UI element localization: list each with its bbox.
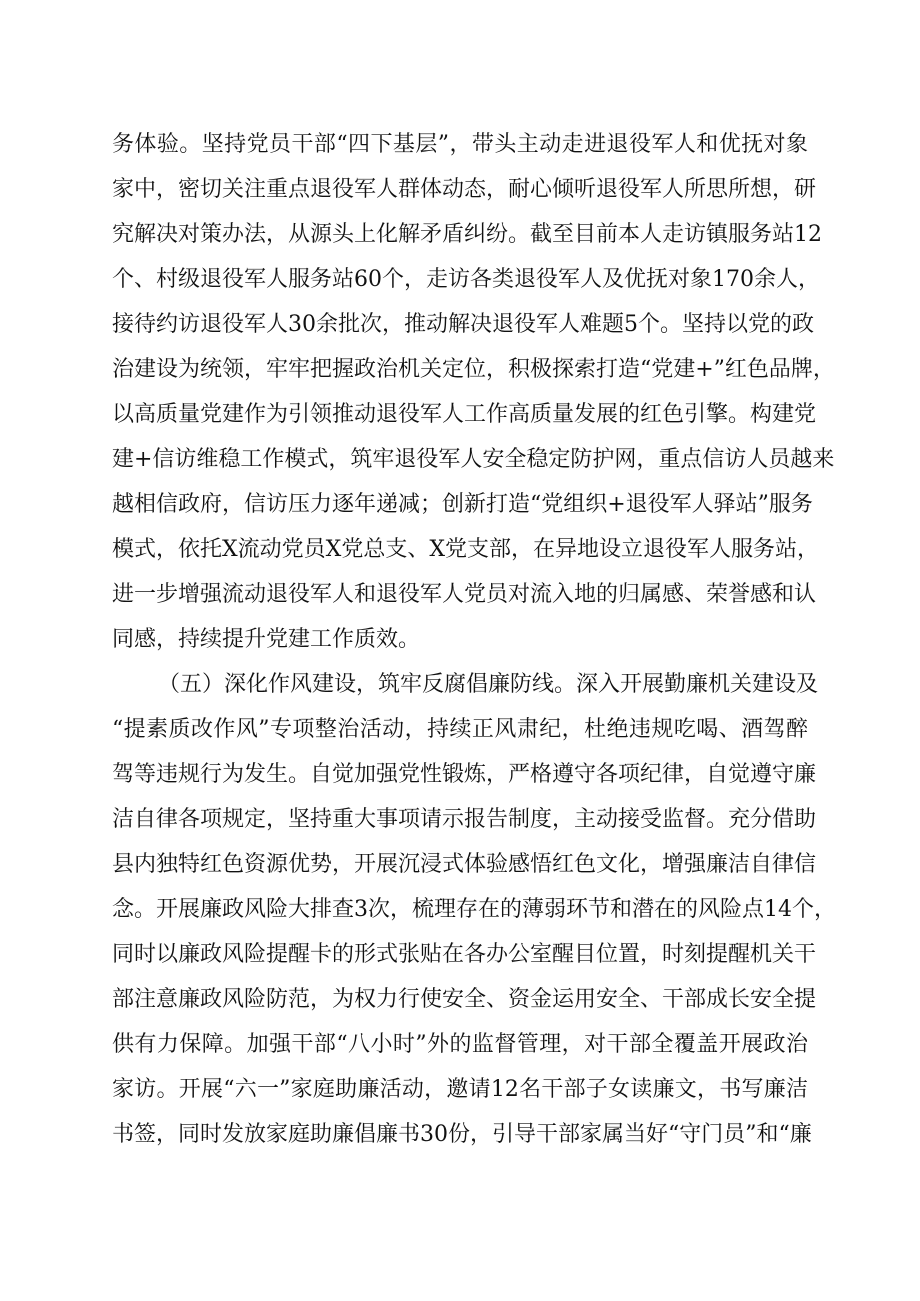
text-line: 以高质量党建作为引领推动退役军人工作高质量发展的红色引擎。构建党 (112, 402, 817, 427)
text-line: 务体验。坚持党员干部“四下基层”，带头主动走进退役军人和优抚对象 (112, 132, 808, 157)
text-line: 个、村级退役军人服务站60个，走访各类退役军人及优抚对象170余人， (112, 267, 820, 292)
text-line: 县内独特红色资源优势，开展沉浸式体验感悟红色文化，增强廉洁自律信 (112, 852, 817, 877)
text-line: 同感，持续提升党建工作质效。 (112, 627, 421, 652)
text-line: 书签，同时发放家庭助廉倡廉书30份，引导干部家属当好“守门员”和“廉 (112, 1122, 812, 1147)
text-line: 进一步增强流动退役军人和退役军人党员对流入地的归属感、荣誉感和认 (112, 582, 817, 607)
text-line: 家中，密切关注重点退役军人群体动态，耐心倾听退役军人所思所想，研 (112, 177, 817, 202)
text-line: 究解决对策办法，从源头上化解矛盾纠纷。截至目前本人走访镇服务站12 (112, 222, 822, 247)
text-line: 越相信政府，信访压力逐年递减；创新打造“党组织+退役军人驿站”服务 (112, 492, 813, 517)
text-line: 念。开展廉政风险大排查3次，梳理存在的薄弱环节和潜在的风险点14个， (112, 897, 836, 922)
text-line: 驾等违规行为发生。自觉加强党性锻炼，严格遵守各项纪律，自觉遵守廉 (112, 762, 817, 787)
text-line: 家访。开展“六一”家庭助廉活动，邀请12名干部子女读廉文，书写廉洁 (112, 1077, 808, 1102)
text-line: 供有力保障。加强干部“八小时”外的监督管理，对干部全覆盖开展政治 (112, 1032, 808, 1057)
section-heading-line: （五）深化作风建设，筑牢反腐倡廉防线。深入开展勤廉机关建设及 (158, 672, 819, 697)
text-line: 部注意廉政风险防范，为权力行使安全、资金运用安全、干部成长安全提 (112, 987, 817, 1012)
text-line: 建+信访维稳工作模式，筑牢退役军人安全稳定防护网，重点信访人员越来 (112, 447, 835, 472)
text-line: 治建设为统领，牢牢把握政治机关定位，积极探索打造“党建+”红色品牌， (112, 357, 835, 382)
text-line: “提素质改作风”专项整治活动，持续正风肃纪，杜绝违规吃喝、酒驾醉 (112, 717, 808, 742)
text-line: 接待约访退役军人30余批次，推动解决退役军人难题5个。坚持以党的政 (112, 312, 814, 337)
text-line: 模式，依托X流动党员X党总支、X党支部，在异地设立退役军人服务站， (112, 537, 819, 562)
text-line: 同时以廉政风险提醒卡的形式张贴在各办公室醒目位置，时刻提醒机关干 (112, 942, 817, 967)
text-line: 洁自律各项规定，坚持重大事项请示报告制度，主动接受监督。充分借助 (112, 807, 817, 832)
